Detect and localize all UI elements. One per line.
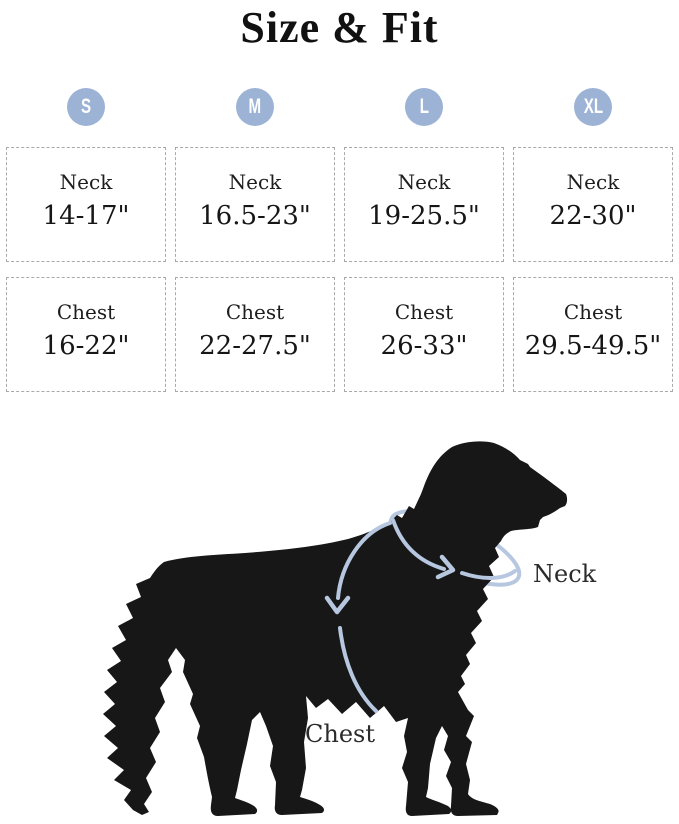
page-title: Size & Fit bbox=[240, 3, 439, 52]
size-badge-s-label: S bbox=[80, 95, 92, 118]
chest-cell-l bbox=[344, 277, 504, 392]
measure-label: Chest bbox=[563, 300, 623, 324]
dog-silhouette bbox=[103, 441, 567, 816]
size-badge-xl-label: XL bbox=[583, 95, 603, 118]
measure-value: 26-33" bbox=[380, 331, 468, 361]
fit-diagram-canvas bbox=[0, 420, 679, 824]
size-badge-l-label: L bbox=[419, 95, 429, 118]
size-badge-m bbox=[236, 88, 274, 126]
measure-label: Neck bbox=[59, 170, 113, 194]
measure-label: Chest bbox=[394, 300, 454, 324]
measure-label: Neck bbox=[228, 170, 282, 194]
measure-label: Neck bbox=[397, 170, 451, 194]
neck-cell-l bbox=[344, 147, 504, 262]
measure-value: 29.5-49.5" bbox=[524, 331, 662, 361]
measure-label: Neck bbox=[566, 170, 620, 194]
chest-annotation: Chest bbox=[305, 720, 375, 748]
measure-label: Chest bbox=[56, 300, 116, 324]
measure-value: 22-30" bbox=[549, 201, 637, 231]
neck-cell-s bbox=[6, 147, 166, 262]
chest-cell-xl bbox=[513, 277, 673, 392]
measure-value: 22-27.5" bbox=[199, 331, 311, 361]
neck-annotation: Neck bbox=[533, 560, 597, 588]
measure-value: 14-17" bbox=[42, 201, 130, 231]
neck-cell-m bbox=[175, 147, 335, 262]
measure-value: 16.5-23" bbox=[199, 201, 311, 231]
neck-cell-xl bbox=[513, 147, 673, 262]
chest-cell-m bbox=[175, 277, 335, 392]
size-badge-s bbox=[67, 88, 105, 126]
chest-cell-s bbox=[6, 277, 166, 392]
measure-value: 16-22" bbox=[42, 331, 130, 361]
measure-value: 19-25.5" bbox=[368, 201, 480, 231]
measure-label: Chest bbox=[225, 300, 285, 324]
fit-diagram bbox=[0, 420, 679, 824]
size-badge-l bbox=[405, 88, 443, 126]
size-badge-m-label: M bbox=[248, 95, 262, 118]
size-badge-xl bbox=[574, 88, 612, 126]
